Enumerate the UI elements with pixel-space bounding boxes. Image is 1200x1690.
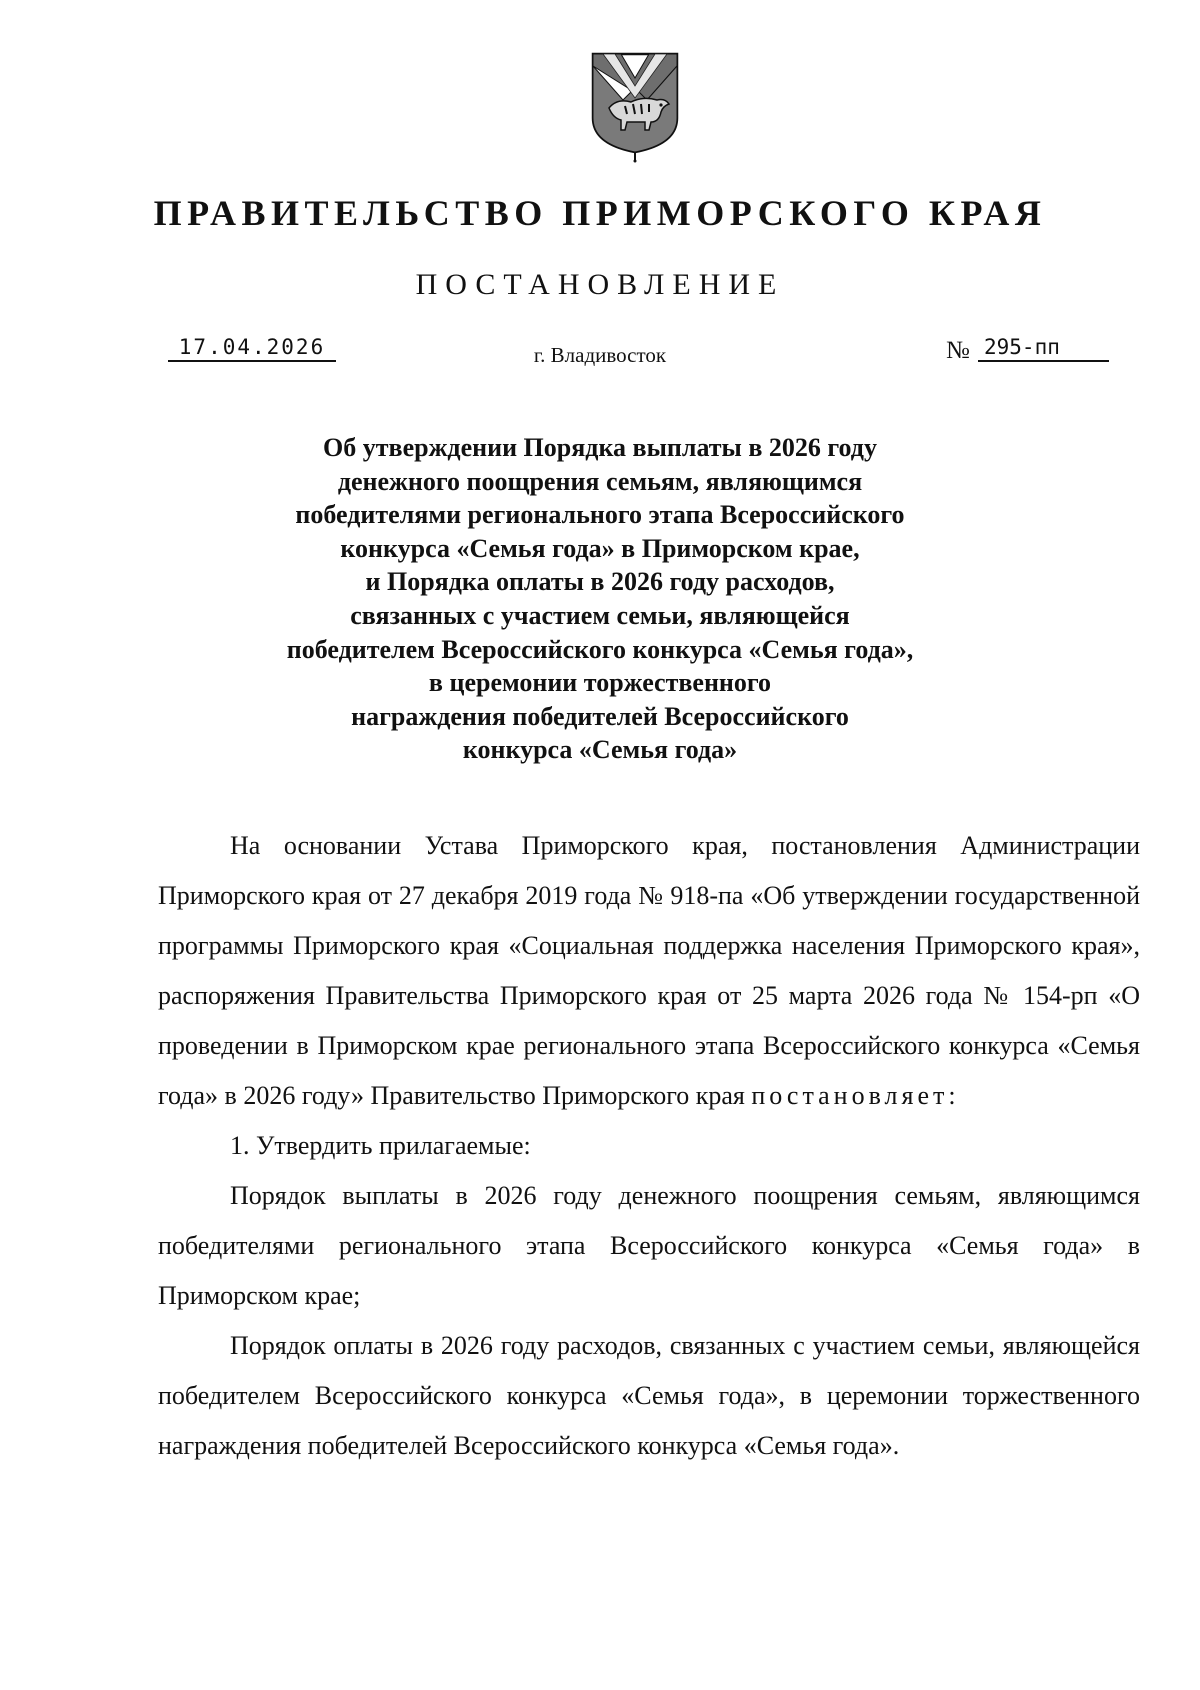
primorsky-krai-coat-of-arms-icon — [585, 48, 685, 163]
document-body — [158, 821, 1140, 1471]
preamble-paragraph — [158, 821, 1140, 1121]
organization-title: ПРАВИТЕЛЬСТВО ПРИМОРСКОГО КРАЯ — [153, 193, 1047, 233]
title-line: и Порядка оплаты в 2026 году расходов, — [365, 567, 835, 597]
document-title — [200, 431, 1000, 767]
title-line: конкурса «Семья года» в Приморском крае, — [340, 533, 860, 563]
document-type: ПОСТАНОВЛЕНИЕ — [415, 268, 785, 301]
preamble-text: На основании Устава Приморского края, постановления Администрации Приморского края от 27 декабря 2019 года № 918-па «Об утверждении государственной программы Приморского края «Социальная поддержка населения Приморского края», распоряжения Правительства Приморского края от 25 марта 2026 года № 154-рп «О проведении в Приморском крае регионального этапа Всероссийского конкурса «Семья года» в 2026 году» Правительство Приморского края — [158, 831, 1140, 1110]
item-1-paragraph: 1. Утвердить прилагаемые: — [230, 1131, 531, 1160]
number-sign: № — [946, 337, 970, 364]
title-line: Об утверждении Порядка выплаты в 2026 году — [323, 433, 877, 462]
decree-word: постановляет: — [751, 1081, 960, 1110]
title-line: победителем Всероссийского конкурса «Семья года», — [286, 634, 914, 664]
document-number: 295-пп — [978, 335, 1109, 362]
title-line: денежного поощрения семьям, являющимся — [337, 466, 863, 496]
title-line: в церемонии торжественного — [428, 668, 772, 698]
order-2-paragraph: Порядок оплаты в 2026 году расходов, связанных с участием семьи, являющейся победителем Всероссийского конкурса «Семья года», в церемонии торжественного награждения победителей Всероссийского конкурса «Семья года». — [158, 1331, 1140, 1460]
title-line: конкурса «Семья года» — [462, 735, 738, 765]
document-date: 17.04.2026 — [168, 335, 336, 362]
order-1-paragraph: Порядок выплаты в 2026 году денежного поощрения семьям, являющимся победителями регионального этапа Всероссийского конкурса «Семья года» в Приморском крае; — [158, 1181, 1140, 1310]
title-line: связанных с участием семьи, являющейся — [350, 600, 850, 630]
title-line: награждения победителей Всероссийского — [351, 701, 849, 731]
title-line: победителями регионального этапа Всероссийского — [295, 500, 905, 530]
document-city: г. Владивосток — [533, 343, 667, 367]
